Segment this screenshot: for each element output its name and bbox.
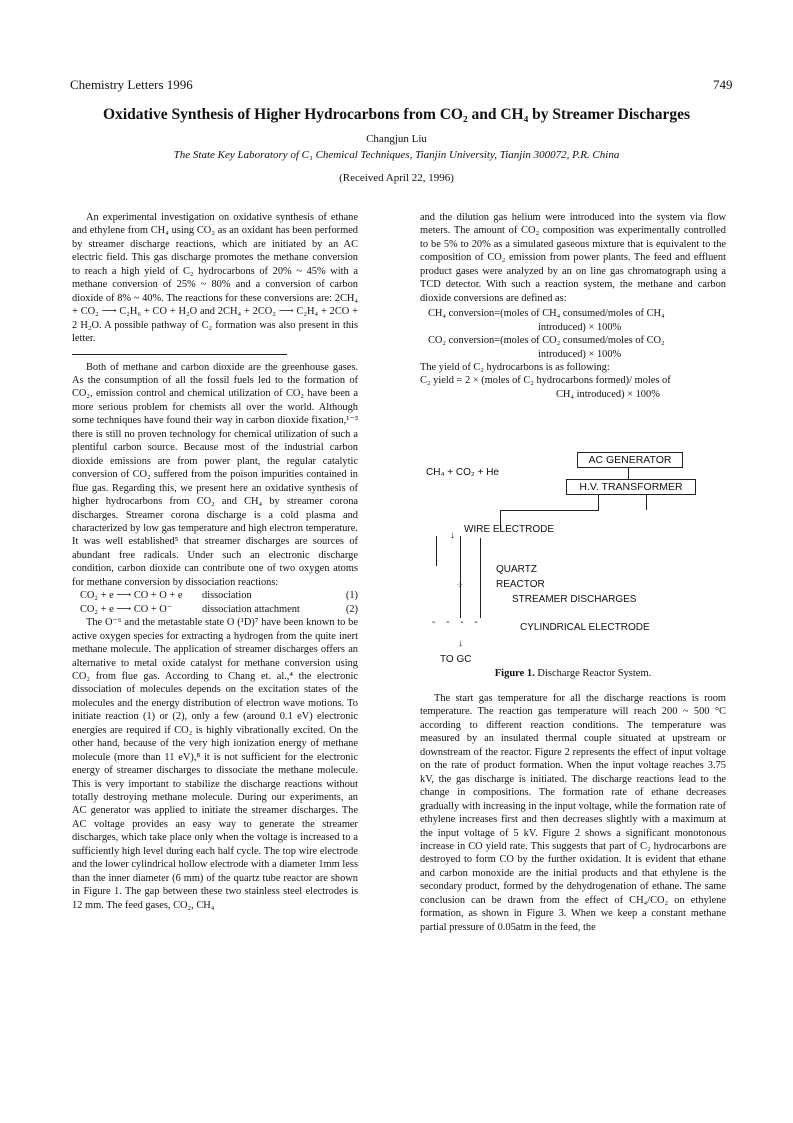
reaction-equation: CO₂ + e ⟶ CO + O⁻: [80, 603, 173, 615]
caption-label: Figure 1.: [494, 668, 535, 679]
abstract-divider: [72, 354, 287, 355]
caption-text: Discharge Reactor System.: [537, 668, 652, 679]
ac-generator-box: AC GENERATOR: [577, 452, 683, 468]
paper-title: Oxidative Synthesis of Higher Hydrocarbons from CO₂ and CH₄ by Streamer Discharges: [103, 106, 690, 123]
received-date: (Received April 22, 1996): [339, 172, 454, 184]
journal-header: Chemistry Letters 1996: [70, 77, 193, 92]
left-column: [72, 211, 358, 912]
body-paragraph-1: Both of methane and carbon dioxide are the greenhouse gases. As the consumption of all the fossil fuels led to the formation of CO₂, emission control and chemical utilization of CO₂ have been a more serious problem for chemists all over the world. Although some techniques have found their way in carbon dioxide fixation,¹⁻³ there is still no proven technology for chemical utilization of such a plentiful carbon source. Because most of the industrial carbon dioxide emissions are from power plant, the regular catalytic conversion of CO₂ suffered from the poison impurities contained in flue gas. Regarding this, we present here an oxidative synthesis of higher hydrocarbons from CO₂ and CH₄ by streamer corona discharges. Streamer corona discharge is a cold plasma and characterized by low gas temperature and high electron temperature. It was well established⁵ that streamer discharges are sources of abundant free radicals. Under such an electronic discharge condition, carbon dioxide can contribute one of two oxygen atoms for methane conversion by dissociation reactions:: [72, 361, 358, 588]
yield-def-cont: CH₄ introduced) × 100%: [556, 388, 660, 400]
reactor-label: REACTOR: [496, 579, 545, 590]
connector-line: [500, 510, 599, 511]
connector-line: [598, 494, 599, 510]
streamer-label: STREAMER DISCHARGES: [512, 594, 637, 605]
definitions: [420, 307, 726, 401]
outlet-arrow-icon: ↓: [458, 638, 463, 649]
transformer-box: H.V. TRANSFORMER: [566, 479, 696, 495]
cylindrical-electrode-icon: - - - -: [432, 617, 482, 628]
wire-arrow-icon: ↓: [450, 530, 455, 541]
page-number: 749: [713, 77, 733, 92]
co2-conversion-def-cont: introduced) × 100%: [538, 348, 622, 360]
figure-1-diagram: [420, 440, 730, 685]
figure-1-caption: [420, 668, 726, 679]
connector-line: [628, 467, 629, 479]
body-paragraph-3: and the dilution gas helium were introduced into the system via flow meters. The amount of CO₂ composition was experimentally controlled to be 5% to 20% as a simulated gaseous mixture that is equivalent to the composition of CO₂ emission from power plants. The feed and effluent product gases were analyzed by an on line gas chromatograph using a TCD detector. With such a reaction system, the methane and carbon dioxide conversions are defined as:: [420, 212, 726, 304]
quartz-tube-wall: [436, 536, 437, 566]
right-column-top: [420, 211, 726, 403]
quartz-tube-wall: [460, 536, 461, 618]
reaction-name: dissociation attachment: [202, 603, 300, 615]
connector-line: [646, 494, 647, 510]
body-paragraph-4: The start gas temperature for all the discharge reactions is room temperature. The reaction gas temperature will reach 200 ~ 500 °C according to different reaction conditions. The temperature was measured by an insulated thermal couple situated at upstream or downstream of the reactor. Figure 2 represents the effect of input voltage on the rate of product formation. When the input voltage reaches 3.75 kV, the gas discharge is initiated. The discharge reactions lead to the change in compositions. The formation rate of ethane decreases gradually with increasing in the input voltage, while the formation rate of ethylene increases first and then decreases slightly with a maximum at the input voltage of 5 kV. Figure 2 shows a significant monotonous increase in CO yield rate. This suggests that part of C₂ hydrocarbons are destroyed to form CO by the further oxidation. It is evident that ethane and carbon monoxide are the initial products and that ethylene is the secondary product, formed by the dehydrogenation of ethane. The same conclusion can be drawn from the effect of CH₄/CO₂ on ethylene formation, as shown in Figure 3. When we keep a constant methane partial pressure of 0.05atm in the feed, the: [420, 693, 726, 933]
quartz-tube-wall: [480, 538, 481, 618]
to-gc-label: TO GC: [440, 654, 472, 665]
reaction-2: [72, 603, 358, 616]
body-paragraph-2: The O⁻⁶ and the metastable state O (¹D)⁷ have been known to be active oxygen species for extracting a hydrogen from the quite inert methane molecule. The application of streamer discharges offers an alternative to metal oxide catalyst for methane conversion using CO₂ from flue gas. According to Chang et. al.,⁴ the electronic dissociation of molecules depends on the excitation states of the molecules and the energy distribution of electron wave motions. To initiate reaction (1) or (2), only a few (around 0.1 eV) electronic energies are required if CO₂ is highly vibrationally excited. On the other hand, because of the very high ionization energy of methane molecule (more than 11 eV),⁸ it is not sufficient for the electronic energy of streamer discharges to dissociate the methane molecule. This is very important to stabilize the discharge reactions without totally destroying methane molecule. During our experiments, an AC generator was applied to initiate the streamer discharges. The AC voltage provides an easy way to generate the streamer discharges, which take place only when the voltage is increased to a sufficiently high level during each half cycle. The top wire electrode and the lower cylindrical hollow electrode with a diameter 1mm less than the inner diameter (6 mm) of the quartz tube reactor are shown in Figure 1. The gap between these two stainless steel electrodes is 12 mm. The feed gases, CO₂, CH₄: [72, 617, 358, 911]
reaction-number: (1): [345, 590, 358, 602]
reaction-equation: CO₂ + e ⟶ CO + O + e: [80, 590, 183, 602]
ch4-conversion-def-cont: introduced) × 100%: [538, 321, 622, 333]
streamer-discharge-icon: ⁘: [456, 580, 465, 590]
yield-def: C₂ yield = 2 × (moles of C₂ hydrocarbons formed)/ moles of: [420, 375, 671, 387]
ch4-conversion-def: CH₄ conversion=(moles of CH₄ consumed/moles of CH₄: [428, 308, 665, 320]
co2-conversion-def: CO₂ conversion=(moles of CO₂ consumed/moles of CO₂: [428, 335, 665, 347]
reaction-name: dissociation: [202, 590, 252, 602]
cylindrical-electrode-label: CYLINDRICAL ELECTRODE: [520, 622, 650, 633]
wire-electrode-label: WIRE ELECTRODE: [464, 524, 555, 535]
affiliation: The State Key Laboratory of C₁ Chemical Techniques, Tianjin University, Tianjin 300072, P.R. China: [173, 149, 620, 161]
author: Changjun Liu: [366, 133, 427, 145]
reaction-1: [72, 589, 358, 602]
yield-intro: The yield of C₂ hydrocarbons is as following:: [420, 361, 610, 373]
quartz-label: QUARTZ: [496, 564, 537, 575]
gas-inlet-label: CH₄ + CO₂ + He: [426, 467, 499, 478]
right-column-bottom: [420, 692, 726, 934]
abstract: An experimental investigation on oxidative synthesis of ethane and ethylene from CH₄ using CO₂ as an oxidant has been performed by streamer discharge reactions, which are initiated by an AC electric field. This gas discharge promotes the methane conversion to reach a high yield of C₂ hydrocarbons of 20% ~ 45% with a methane conversion of 25% ~ 80% and a conversion of carbon dioxide of 8% ~ 40%. The reactions for these conversions are: 2CH₄ + CO₂ ⟶ C₂H₆ + CO + H₂O and 2CH₄ + 2CO₂ ⟶ C₂H₄ + 2CO + 2 H₂O. A possible pathway of C₂ formation was also present in this letter.: [72, 212, 358, 345]
reaction-number: (2): [345, 603, 358, 615]
